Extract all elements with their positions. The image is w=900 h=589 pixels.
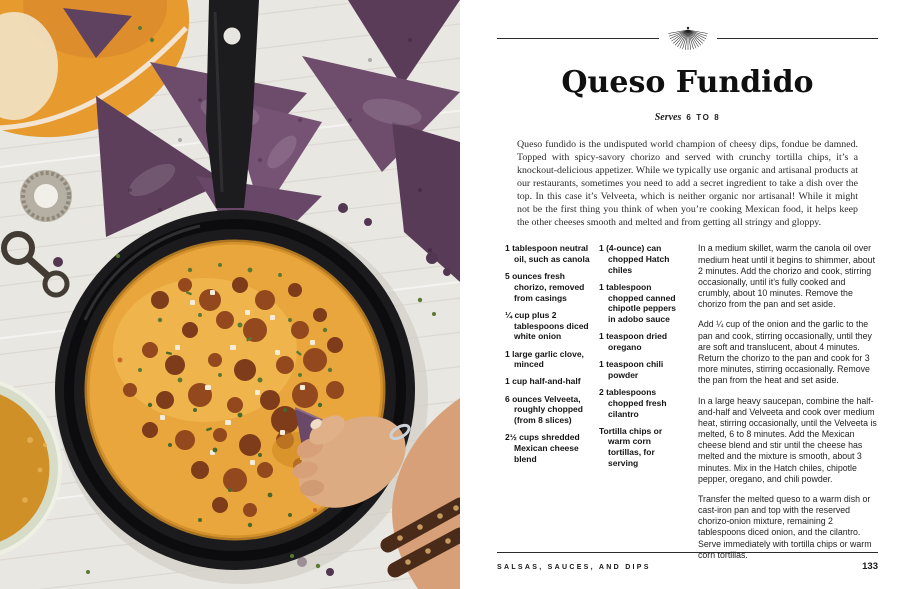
ingredients-column-1 (505, 243, 593, 569)
ingredient: 1 tablespoon neutral oil, such as canola (505, 243, 590, 265)
ingredient: Tortilla chips or warm corn tortillas, for serving (599, 425, 663, 468)
ingredient: 1 (4-ounce) can chopped Hatch chiles (599, 243, 670, 275)
footer-rule (497, 552, 878, 553)
ingredient: 1 teaspoon dried oregano (599, 331, 668, 353)
ingredient: 5 ounces fresh chorizo, removed from casings (505, 271, 585, 303)
instruction-step: In a large heavy saucepan, combine the half-and-half and Velveeta and cook over medium heat, stirring occasionally, until the Velveeta is melted, 6 to 8 minutes. Add the Mexican cheese blend and stir until the cheese has melted and the mixture is smooth, about 3 minutes. Mix in the Hatch chiles, chipotle pepper, oregano, and chili powder. (698, 395, 877, 484)
bottle-cap (20, 170, 72, 222)
instructions-column (698, 243, 878, 569)
header-ornament (497, 27, 878, 49)
ingredient: ¼ cup plus 2 tablespoons diced white onion (505, 309, 589, 342)
serves-label: Serves (654, 112, 682, 123)
serves-line (497, 107, 878, 125)
page-footer (497, 552, 878, 572)
ingredient: 2 tablespoons chopped fresh cilantro (599, 387, 667, 419)
ingredient: 1 cup half-and-half (505, 376, 581, 387)
instruction-step: Add ¼ cup of the onion and the garlic to the pan and cook, stirring occasionally, until they are soft and translucent, about 4 minutes. Return the chorizo to the pan and cook for 3 more minutes, stirring occasionally. Remove the pan from the heat and set aside. (698, 319, 872, 386)
ingredient: 6 ounces Velveeta, roughly chopped (from 8 slices) (505, 393, 583, 426)
ingredient: 1 large garlic clove, minced (505, 348, 584, 370)
recipe-headnote: Queso fundido is the undisputed world champion of cheesy dips, fondue be damned. Topped with spicy-savory chorizo and served with crunchy tortilla chips, it’s a knockout-delicious appetizer. While we typically use organic and artisanal products at our restaurants, sometimes you need to add a secret ingredient to take a dish over the top. In this case it’s Velveeta, which is neither organic nor artisanal! While it might not be the first thing you think of when you’re cooking Mexican food, it helps keep the other cheeses smooth and melted and from getting all stringy and gloppy. (517, 139, 858, 229)
page-number: 133 (862, 561, 878, 572)
header-rule-right (717, 38, 879, 39)
ingredient: 1 teaspoon chili powder (599, 359, 664, 380)
sunburst-icon (661, 26, 715, 50)
instruction-step: In a medium skillet, warm the canola oil over medium heat until it begins to shimmer, about 2 minutes. Add the chorizo and cook, stirring occasionally, until it’s fully cooked and crumbly, about 10 minutes. Remove the chorizo from the pan and set aside. (698, 243, 876, 310)
recipe-body (505, 243, 878, 569)
ingredient: 1 tablespoon chopped canned chipotle peppers in adobo sauce (599, 282, 677, 325)
recipe-page (460, 0, 900, 589)
chapter-title: SALSAS, SAUCES, AND DIPS (497, 564, 651, 571)
instruction-step: Transfer the melted queso to a warm dish or cast-iron pan and top with the reserved chorizo-onion mixture, remaining 2 tablespoons diced onion, and the cilantro. Serve immediately with tortilla chips or warm corn tortillas. (698, 493, 872, 560)
recipe-title: Queso Fundido (561, 65, 814, 100)
header-rule-left (497, 38, 659, 39)
ingredient: 2½ cups shredded Mexican cheese blend (505, 432, 580, 464)
ingredients-column-2 (599, 243, 685, 569)
serves-value: 6 TO 8 (686, 113, 721, 122)
